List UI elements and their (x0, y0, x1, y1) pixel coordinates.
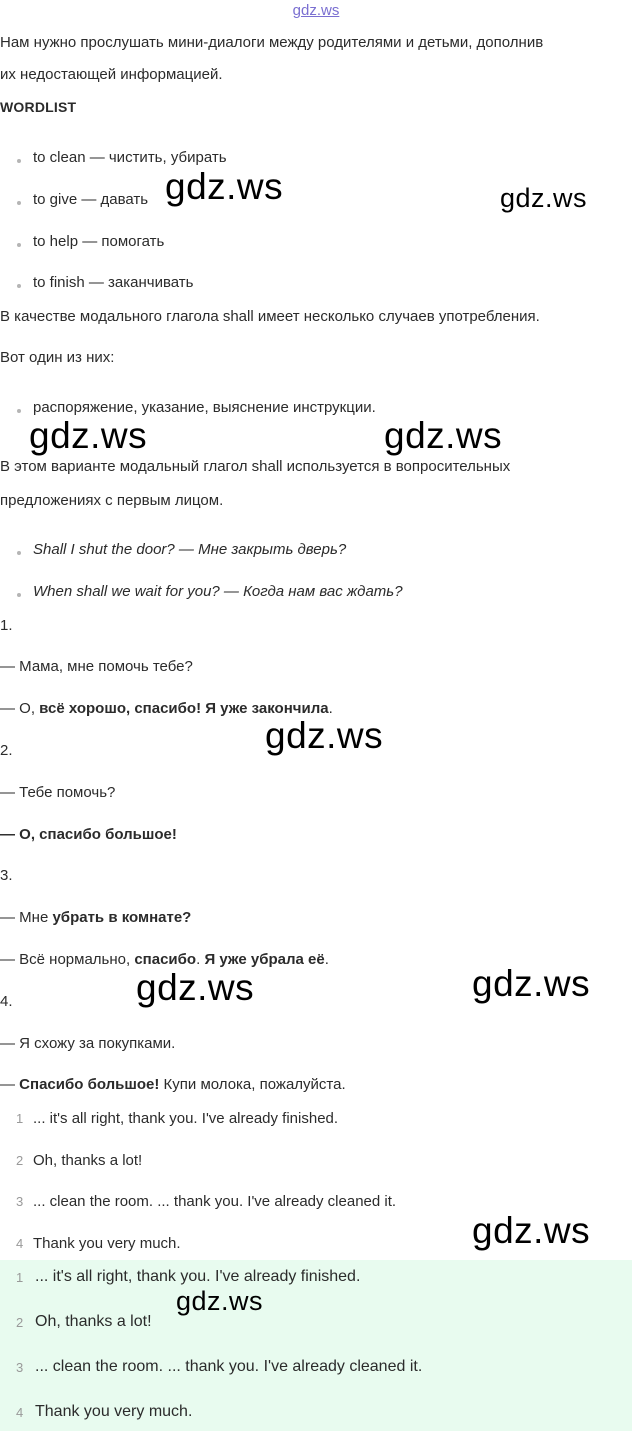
bullet-icon (17, 593, 21, 597)
dialog-number: 4. (0, 993, 13, 1010)
modal-text: В качестве модального глагола shall имеет несколько случаев употребления. (0, 308, 540, 325)
dialog-line: — Мне убрать в комнате? (0, 909, 192, 926)
answer-highlight-item: ... clean the room. ... thank you. I've already cleaned it. (35, 1358, 423, 1375)
wordlist-heading: WORDLIST (0, 99, 77, 115)
dialog-line: — Всё нормально, спасибо. Я уже убрала её. (0, 951, 329, 968)
example-item: Shall I shut the door? — Мне закрыть дверь? (33, 541, 347, 558)
dialog-line: — Тебе помочь? (0, 784, 116, 801)
wordlist-item: to help — помогать (33, 233, 165, 250)
answer-number: 4 (16, 1236, 24, 1251)
bullet-icon (17, 201, 21, 205)
bullet-icon (17, 409, 21, 413)
answer-highlight-item: Oh, thanks a lot! (35, 1313, 152, 1330)
answer-number: 3 (16, 1360, 24, 1375)
intro-text-2: их недостающей информацией. (0, 66, 223, 83)
watermark: gdz.ws (165, 166, 284, 207)
answer-number: 2 (16, 1315, 24, 1330)
dialog-number: 3. (0, 867, 13, 884)
watermark: gdz.ws (29, 415, 148, 456)
dialog-line: — Спасибо большое! Купи молока, пожалуйста. (0, 1076, 346, 1093)
watermark: gdz.ws (265, 715, 384, 756)
bullet-icon (17, 551, 21, 555)
dialog-number: 1. (0, 617, 13, 634)
site-link[interactable]: gdz.ws (292, 2, 340, 19)
intro-text: Нам нужно прослушать мини-диалоги между родителями и детьми, дополнив (0, 34, 544, 51)
watermark: gdz.ws (136, 967, 255, 1008)
answer-item: ... it's all right, thank you. I've already finished. (33, 1110, 339, 1127)
answer-number: 4 (16, 1405, 24, 1420)
modal-bullet: распоряжение, указание, выяснение инструкции. (33, 399, 376, 416)
watermark: gdz.ws (176, 1286, 264, 1316)
example-item: When shall we wait for you? — Когда нам вас ждать? (33, 583, 403, 600)
answer-item: Oh, thanks a lot! (33, 1152, 143, 1169)
bullet-icon (17, 284, 21, 288)
usage-text: В этом варианте модальный глагол shall используется в вопросительных (0, 458, 511, 475)
answer-item: Thank you very much. (33, 1235, 181, 1252)
usage-text-2: предложениях с первым лицом. (0, 492, 224, 509)
answer-highlight-item: ... it's all right, thank you. I've already finished. (35, 1268, 361, 1285)
bullet-icon (17, 159, 21, 163)
dialog-number: 2. (0, 742, 13, 759)
answer-number: 1 (16, 1111, 24, 1126)
modal-text-2: Вот один из них: (0, 349, 115, 366)
watermark: gdz.ws (384, 415, 503, 456)
wordlist-item: to clean — чистить, убирать (33, 149, 227, 166)
wordlist-item: to give — давать (33, 191, 149, 208)
answer-number: 2 (16, 1153, 24, 1168)
wordlist-item: to finish — заканчивать (33, 274, 194, 291)
answer-highlight-item: Thank you very much. (35, 1403, 193, 1420)
dialog-line: — Мама, мне помочь тебе? (0, 658, 193, 675)
dialog-line: — Я схожу за покупками. (0, 1035, 176, 1052)
dialog-line: — О, всё хорошо, спасибо! Я уже закончила. (0, 700, 333, 717)
answer-item: ... clean the room. ... thank you. I've already cleaned it. (33, 1193, 397, 1210)
watermark: gdz.ws (472, 963, 591, 1004)
watermark: gdz.ws (472, 1210, 591, 1251)
answer-number: 3 (16, 1194, 24, 1209)
bullet-icon (17, 243, 21, 247)
answer-number: 1 (16, 1270, 24, 1285)
watermark: gdz.ws (500, 183, 588, 213)
dialog-line: — О, спасибо большое! (0, 826, 177, 843)
